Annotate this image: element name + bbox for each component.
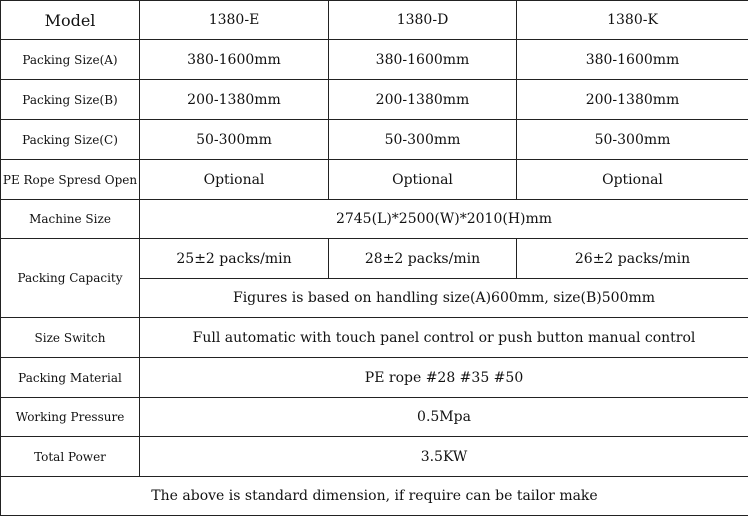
row-label-packing-size-a: Packing Size(A) [1,40,140,80]
cell-packing-size-b-1380-e: 200-1380mm [140,80,329,120]
cell-capacity-1380-d: 28±2 packs/min [329,239,517,279]
row-label-machine-size: Machine Size [1,200,140,239]
row-label-total-power: Total Power [1,437,140,477]
cell-capacity-1380-e: 25±2 packs/min [140,239,329,279]
model-1380-k: 1380-K [517,1,748,40]
table-row-packing-size-c [1,120,748,160]
table-row-packing-material [1,358,748,398]
cell-pe-rope-1380-e: Optional [140,160,329,200]
cell-size-switch: Full automatic with touch panel control or push button manual control [140,318,748,358]
table-row-packing-capacity [1,239,748,279]
cell-capacity-1380-k: 26±2 packs/min [517,239,748,279]
table-row-total-power [1,437,748,477]
row-label-size-switch: Size Switch [1,318,140,358]
model-1380-e: 1380-E [140,1,329,40]
row-label-pe-rope: PE Rope Spresd Open [1,160,140,200]
cell-total-power: 3.5KW [140,437,748,477]
model-label: Model [1,1,140,40]
cell-packing-size-a-1380-k: 380-1600mm [517,40,748,80]
table-row-machine-size [1,200,748,239]
cell-pe-rope-1380-k: Optional [517,160,748,200]
cell-packing-size-c-1380-e: 50-300mm [140,120,329,160]
row-label-working-pressure: Working Pressure [1,398,140,437]
row-label-packing-size-c: Packing Size(C) [1,120,140,160]
cell-working-pressure: 0.5Mpa [140,398,748,437]
table-row-model [1,1,748,40]
cell-packing-size-c-1380-d: 50-300mm [329,120,517,160]
row-label-packing-size-b: Packing Size(B) [1,80,140,120]
cell-packing-size-a-1380-e: 380-1600mm [140,40,329,80]
table-row-packing-size-a [1,40,748,80]
cell-packing-size-c-1380-k: 50-300mm [517,120,748,160]
model-1380-d: 1380-D [329,1,517,40]
cell-packing-size-b-1380-d: 200-1380mm [329,80,517,120]
row-label-packing-capacity: Packing Capacity [1,239,140,318]
cell-machine-size: 2745(L)*2500(W)*2010(H)mm [140,200,748,239]
cell-packing-size-a-1380-d: 380-1600mm [329,40,517,80]
cell-pe-rope-1380-d: Optional [329,160,517,200]
table-row-pe-rope [1,160,748,200]
table-row-working-pressure [1,398,748,437]
cell-capacity-note: Figures is based on handling size(A)600mm, size(B)500mm [140,279,748,318]
table-row-packing-size-b [1,80,748,120]
footer-note: The above is standard dimension, if require can be tailor make [1,477,748,516]
table-row-footer [1,477,748,516]
row-label-packing-material: Packing Material [1,358,140,398]
cell-packing-size-b-1380-k: 200-1380mm [517,80,748,120]
table-row-size-switch [1,318,748,358]
cell-packing-material: PE rope #28 #35 #50 [140,358,748,398]
